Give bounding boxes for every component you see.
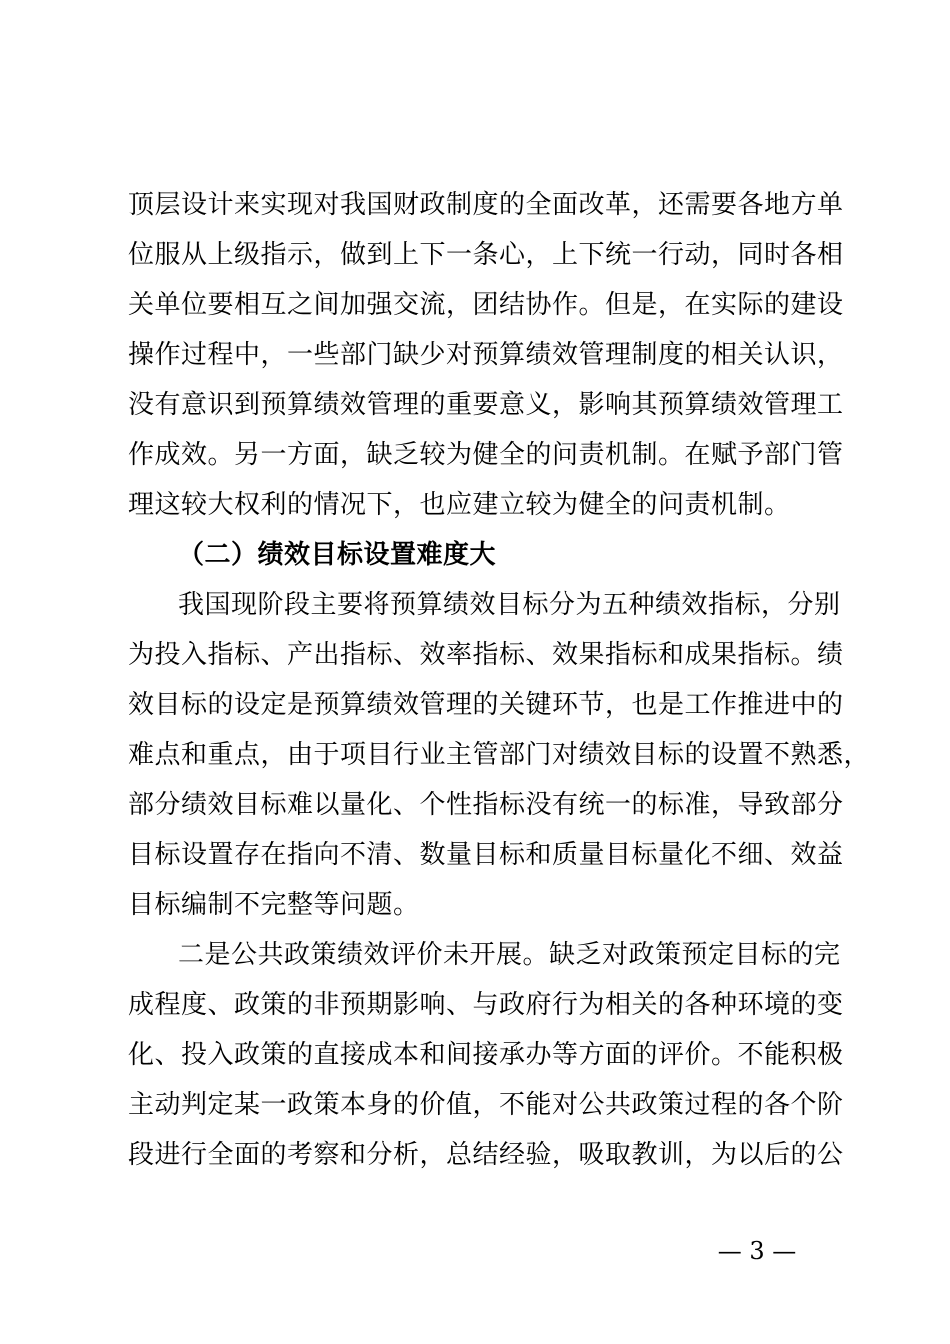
paragraph-line: 操作过程中，一些部门缺少对预算绩效管理制度的相关认识， <box>128 340 844 370</box>
paragraph-line: 目标编制不完整等问题。 <box>128 890 420 920</box>
paragraph-line: 目标设置存在指向不清、数量目标和质量目标量化不细、效益 <box>128 840 844 870</box>
paragraph-line: 理这较大权利的情况下，也应建立较为健全的问责机制。 <box>128 490 791 520</box>
paragraph-line: 顶层设计来实现对我国财政制度的全面改革，还需要各地方单 <box>128 190 844 220</box>
paragraph-line: 主动判定某一政策本身的价值，不能对公共政策过程的各个阶 <box>128 1090 844 1120</box>
section-heading: （二）绩效目标设置难度大 <box>178 540 497 570</box>
paragraph-line: 位服从上级指示，做到上下一条心，上下统一行动，同时各相 <box>128 240 844 270</box>
paragraph-line: 难点和重点，由于项目行业主管部门对绩效目标的设置不熟悉， <box>128 740 871 770</box>
page-number: — 3 — <box>717 1237 797 1265</box>
paragraph-line: 成程度、政策的非预期影响、与政府行为相关的各种环境的变 <box>128 990 844 1020</box>
paragraph-line: 段进行全面的考察和分析，总结经验，吸取教训，为以后的公 <box>128 1140 844 1170</box>
paragraph-line: 为投入指标、产出指标、效率指标、效果指标和成果指标。绩 <box>128 640 844 670</box>
paragraph-line: 化、投入政策的直接成本和间接承办等方面的评价。不能积极 <box>128 1040 844 1070</box>
paragraph-line: 我国现阶段主要将预算绩效目标分为五种绩效指标，分别 <box>178 590 841 620</box>
paragraph-line: 没有意识到预算绩效管理的重要意义，影响其预算绩效管理工 <box>128 390 844 420</box>
paragraph-line: 效目标的设定是预算绩效管理的关键环节，也是工作推进中的 <box>128 690 844 720</box>
paragraph-line: 作成效。另一方面，缺乏较为健全的问责机制。在赋予部门管 <box>128 440 844 470</box>
paragraph-line: 二是公共政策绩效评价未开展。缺乏对政策预定目标的完 <box>178 940 841 970</box>
paragraph-line: 部分绩效目标难以量化、个性指标没有统一的标准，导致部分 <box>128 790 844 820</box>
paragraph-line: 关单位要相互之间加强交流，团结协作。但是，在实际的建设 <box>128 290 844 320</box>
